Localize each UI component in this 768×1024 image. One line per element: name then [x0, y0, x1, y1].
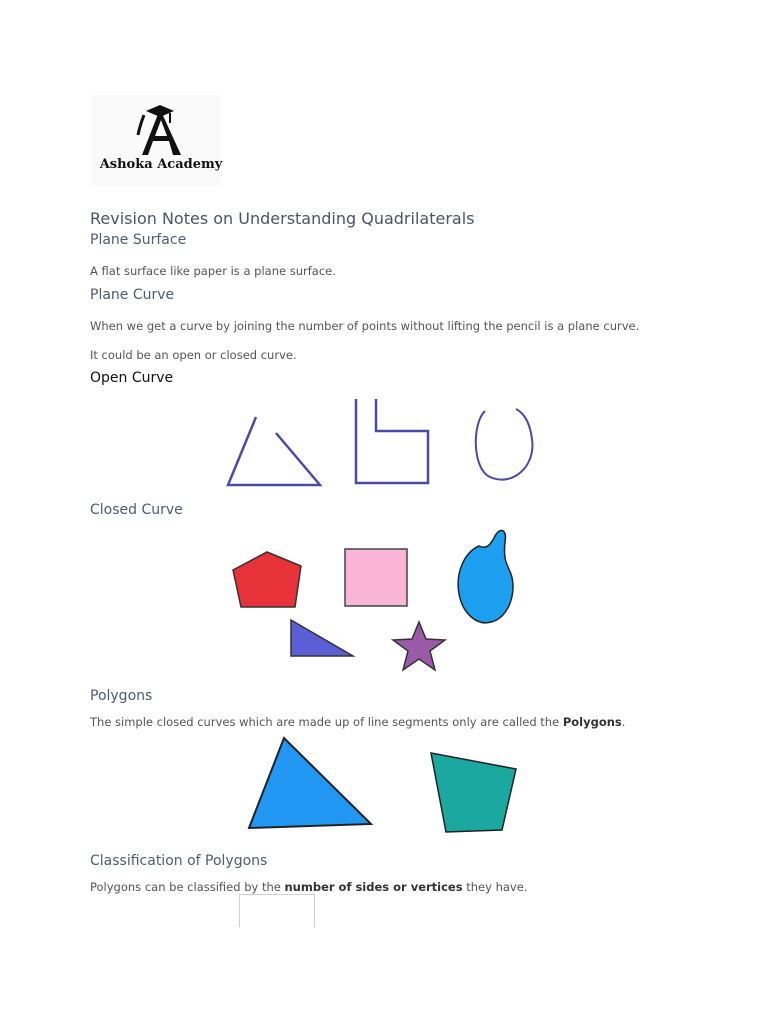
heading-plane-surface: Plane Surface [90, 232, 187, 248]
ashoka-academy-logo [90, 95, 222, 187]
blob-shape [458, 530, 513, 622]
open-curves-figure [220, 395, 550, 495]
square-shape [345, 549, 407, 606]
logo-name: Ashoka Academy [99, 157, 223, 172]
open-u-curve [476, 409, 533, 480]
text-plane-curve-1: When we get a curve by joining the number of points without lifting the pencil is a plane curve. [90, 319, 640, 333]
big-triangle-shape [249, 738, 371, 828]
small-triangle-shape [291, 620, 353, 656]
open-l-curve [356, 399, 428, 483]
heading-closed-curve: Closed Curve [90, 502, 183, 518]
pentagon-shape [233, 552, 301, 607]
text-plane-curve-2: It could be an open or closed curve. [90, 348, 297, 362]
heading-plane-curve: Plane Curve [90, 287, 175, 303]
text-plane-surface: A flat surface like paper is a plane surface. [90, 264, 336, 278]
heading-open-curve: Open Curve [90, 370, 174, 386]
star-shape [393, 622, 445, 670]
table-cell-fragment [239, 894, 315, 927]
text-classification: Polygons can be classified by the number of sides or vertices they have. [90, 880, 528, 894]
page-title: Revision Notes on Understanding Quadrilaterals [90, 209, 475, 228]
heading-classification: Classification of Polygons [90, 853, 268, 869]
heading-polygons: Polygons [90, 688, 153, 704]
polygons-figure [240, 732, 530, 842]
graduation-cap-a-icon [90, 95, 222, 187]
open-triangle-curve [228, 417, 320, 485]
text-polygons: The simple closed curves which are made up of line segments only are called the Polygons. [90, 715, 626, 729]
closed-curves-figure [225, 522, 525, 677]
quadrilateral-shape [431, 753, 516, 832]
